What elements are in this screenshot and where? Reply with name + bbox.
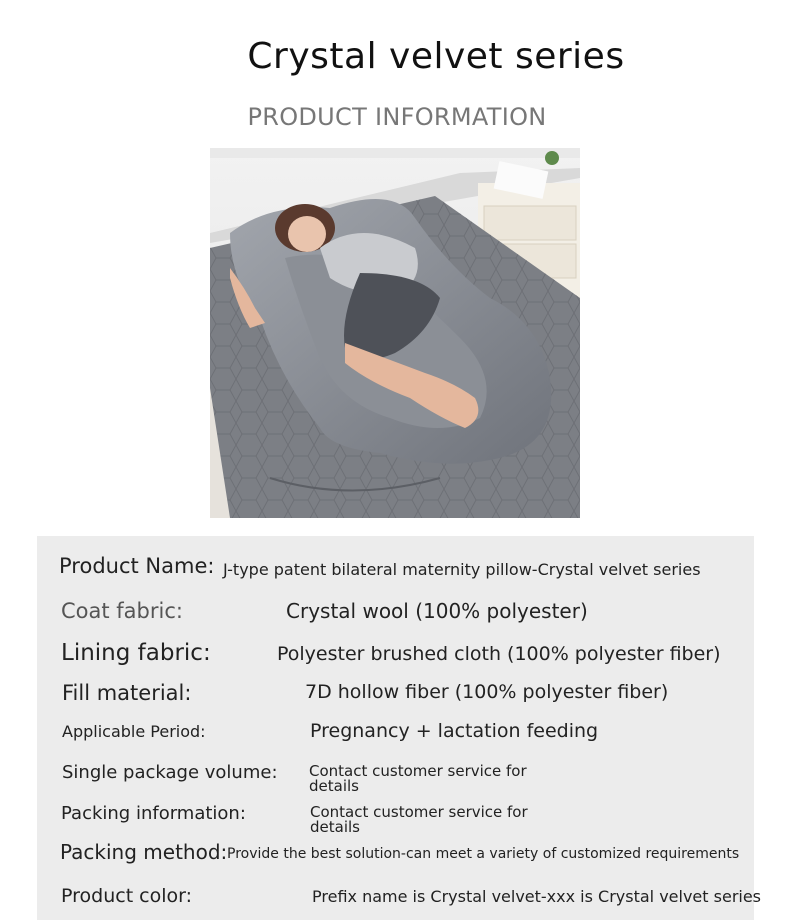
spec-value: Polyester brushed cloth (100% polyester fiber): [277, 643, 721, 665]
spec-value: J-type patent bilateral maternity pillow-Crystal velvet series: [223, 560, 701, 579]
spec-value: Crystal wool (100% polyester): [286, 599, 588, 623]
spec-label: Applicable Period:: [62, 722, 206, 741]
spec-label: Packing method:: [60, 840, 228, 864]
pillow-photo: [210, 148, 580, 518]
spec-label: Product Name:: [59, 554, 215, 578]
spec-value: Prefix name is Crystal velvet-xxx is Crystal velvet series: [312, 887, 762, 906]
spec-label: Single package volume:: [62, 762, 278, 783]
product-photo: [210, 148, 580, 518]
spec-label: Product color:: [61, 885, 193, 907]
spec-value: Contact customer service for details: [310, 803, 528, 836]
spec-value: Provide the best solution-can meet a variety of customized requirements: [227, 846, 740, 862]
spec-value: Contact customer service for details: [309, 762, 527, 795]
section-subtitle: PRODUCT INFORMATION: [247, 103, 547, 131]
page-title: Crystal velvet series: [247, 36, 625, 77]
spec-value: Pregnancy + lactation feeding: [310, 720, 599, 742]
spec-label: Coat fabric:: [61, 599, 183, 623]
spec-value: 7D hollow fiber (100% polyester fiber): [305, 681, 669, 703]
spec-label: Packing information:: [61, 803, 246, 824]
spec-label: Lining fabric:: [61, 640, 211, 666]
spec-panel: [37, 536, 762, 920]
spec-label: Fill material:: [62, 681, 192, 705]
